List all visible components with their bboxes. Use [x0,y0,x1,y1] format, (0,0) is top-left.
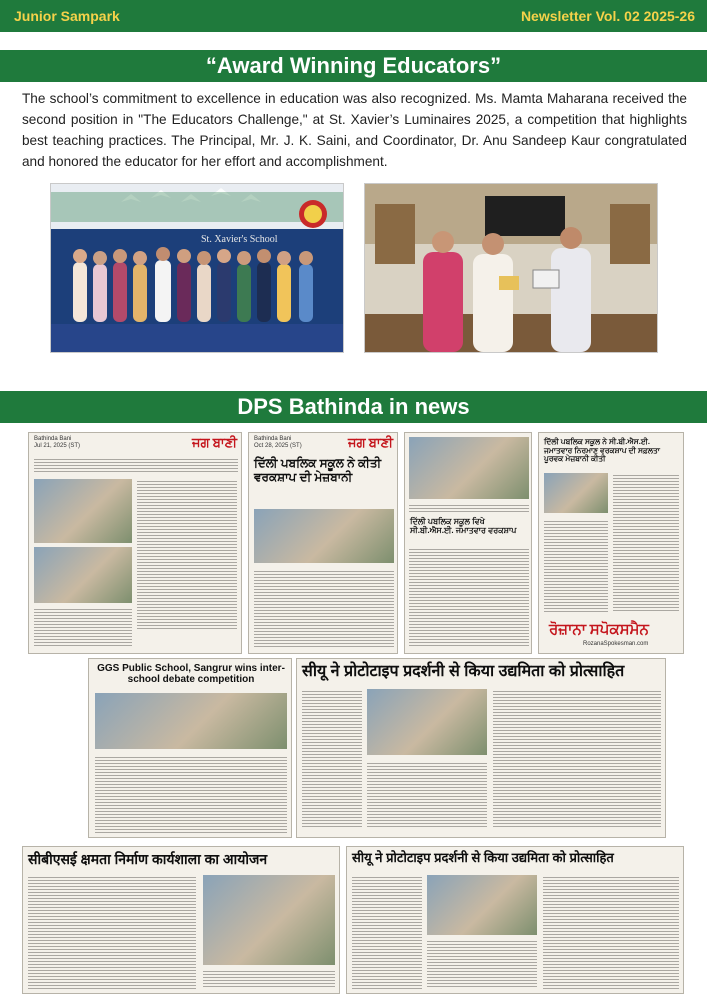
news-section-title: DPS Bathinda in news [0,391,707,423]
clip7-headline: सीबीएसई क्षमता निर्माण कार्यशाला का आयोजन [28,851,268,867]
clip3-headline: ਦਿੱਲੀ ਪਬਲਿਕ ਸਕੂਲ ਵਿਖੇ ਸੀ.ਬੀ.ਐਸ.ਈ. ਜਮਾਤਵਾਰ ਵਰਕਸ਼ਾਪ [410,517,517,536]
newsletter-name: Junior Sampark [14,8,120,24]
clip6-headline: सीयू ने प्रोटोटाइप प्रदर्शनी से किया उद्यमिता को प्रोत्साहित [302,663,625,680]
clip4-brand: ਰੋਜ਼ਾਨਾ ਸਪੋਕਸਮੈਨ [549,622,649,638]
news-clipping-8 [346,846,684,994]
award-photo-office [364,183,658,353]
clip2-masthead: ਜਗ ਬਾਣੀ [348,435,393,450]
clip4-site: RozanaSpokesman.com [583,641,649,647]
clip1-masthead: ਜਗ ਬਾਣੀ [192,435,237,450]
award-paragraph: The school’s commitment to excellence in education was also recognized. Ms. Mamta Maharana received the second position in "The Educators Challenge," at St. Xavier’s Luminaires 2025, a competition that highlights best teaching practices. The Principal, Mr. J. K. Saini, and Coordinator, Dr. Anu Sandeep Kaur congratulated and honored the educator for her effort and accomplishment. [22,91,687,169]
news-clipping-2 [248,432,398,654]
stage-sign-text: St. Xavier's School [201,234,278,245]
news-clipping-1 [28,432,242,654]
award-section-title: “Award Winning Educators” [0,50,707,82]
clip1-date: Bathinda Bani Jul 21, 2025 (ST) [34,436,81,449]
news-clipping-3 [404,432,532,654]
stage-photo-illustration [51,184,344,353]
clip2-headline: ਦਿੱਲੀ ਪਬਲਿਕ ਸਕੂਲ ਨੇ ਕੀਤੀ ਵਰਕਸ਼ਾਪ ਦੀ ਮੇਜ਼ਬਾਨੀ [254,456,382,484]
award-photo-stage [50,183,344,353]
newsletter-volume: Newsletter Vol. 02 2025-26 [520,8,695,24]
clip2-date: Bathinda Bani Oct 28, 2025 (ST) [254,436,302,449]
clip8-headline: सीयू ने प्रोटोटाइप प्रदर्शनी से किया उद्यमिता को प्रोत्साहित [352,850,614,865]
clip4-headline: ਦਿੱਲੀ ਪਬਲਿਕ ਸਕੂਲ ਨੇ ਸੀ.ਬੀ.ਐਸ.ਈ. ਜਮਾਤਵਾਰ ਨਿਰਮਾਣ ਵਰਕਸ਼ਾਪ ਦੀ ਸਫ਼ਲਤਾ ਪੂਰਵਕ ਮੇਜ਼ਬਾਨੀ ਕੀਤੀ [544,437,660,464]
clip5-headline: GGS Public School, Sangrur wins inter-school debate competition [97,663,285,685]
news-clipping-4 [538,432,684,654]
news-clipping-5 [88,658,292,838]
news-clipping-7 [22,846,340,994]
office-photo-illustration [365,184,658,353]
news-clipping-6 [296,658,666,838]
newsletter-header [0,0,707,32]
